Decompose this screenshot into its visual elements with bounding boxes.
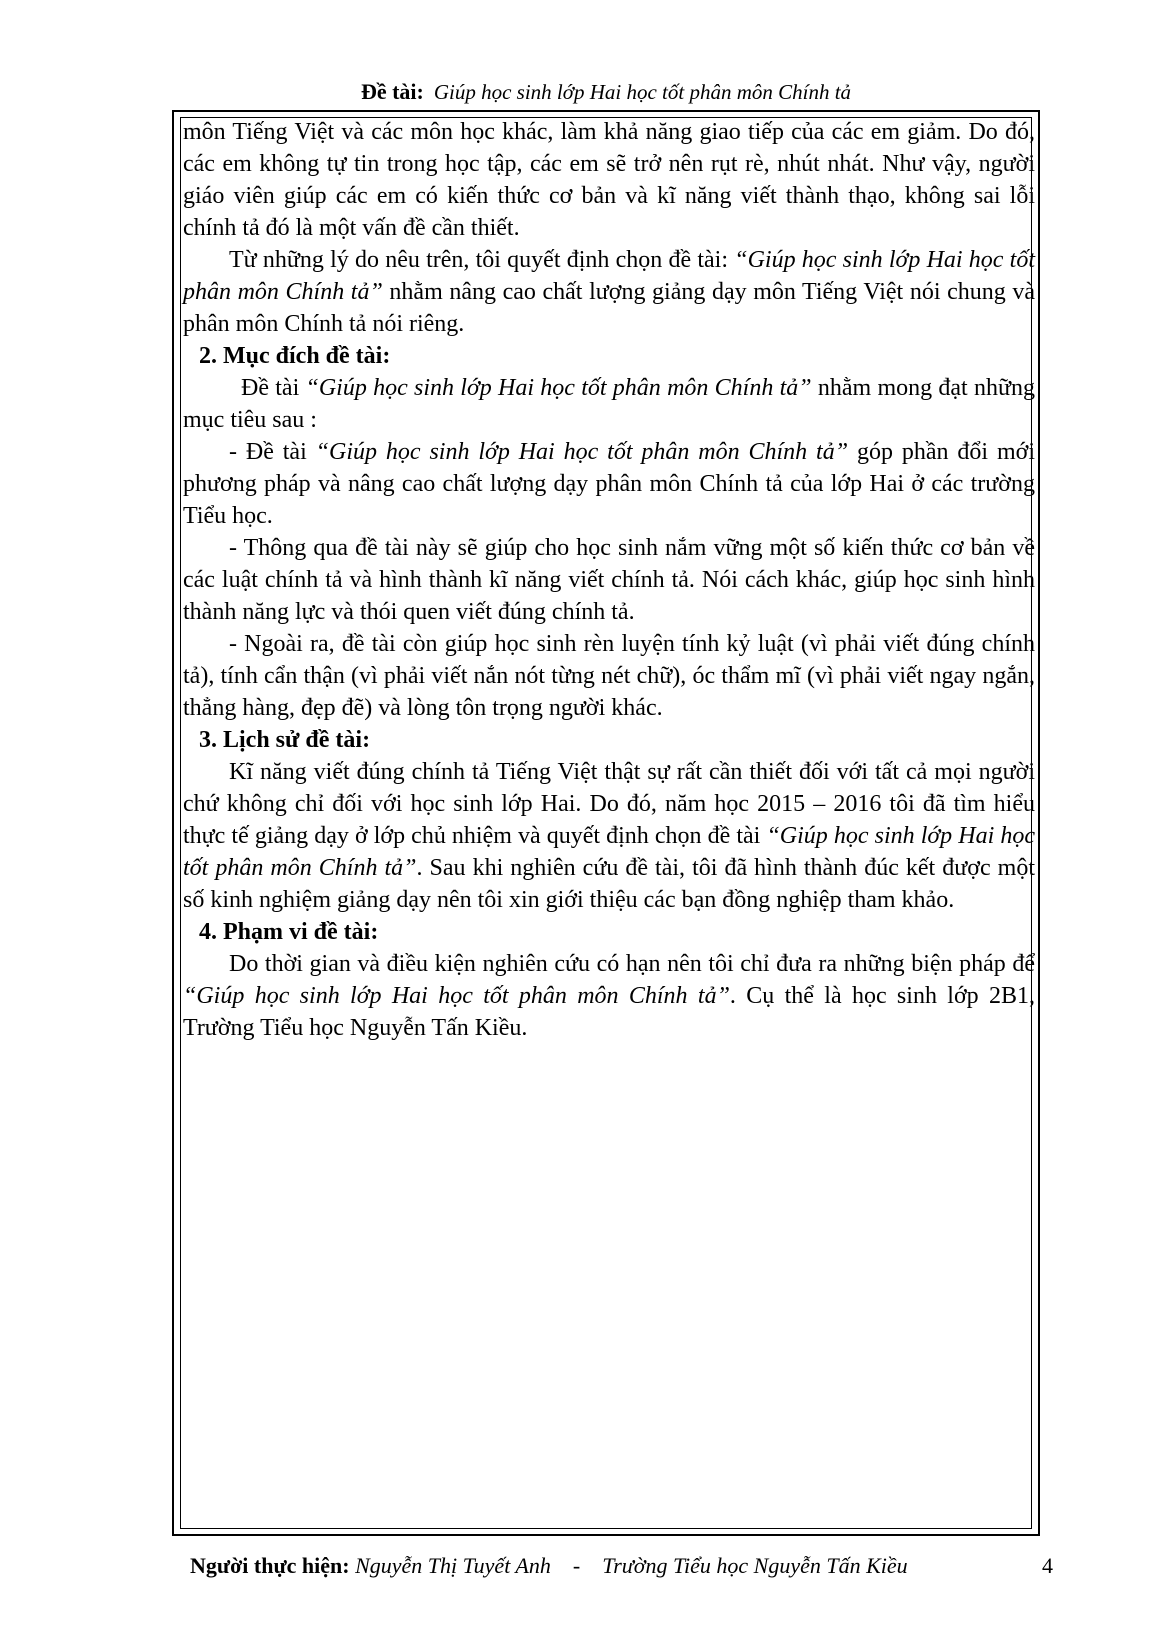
footer-label: Người thực hiện: [190, 1553, 350, 1578]
paragraph-reason-tail: nhằm nâng cao chất lượng giảng dạy môn Tiếng Việt nói chung và phân môn Chính tả nói riêng. [183, 279, 1035, 337]
header-title: Giúp học sinh lớp Hai học tốt phân môn Chính tả [433, 80, 852, 104]
paragraph-history-text: Kĩ năng viết đúng chính tả Tiếng Việt thật sự rất cần thiết đối với tất cả mọi người chứ không chỉ đối với học sinh lớp Hai. Do đó, năm học 2015 – 2016 tôi đã tìm hiểu thực tế giảng dạy ở lớp chủ nhiệm và quyết định chọn đề tài [183, 759, 1035, 849]
paragraph-reason [183, 244, 1035, 340]
section-heading-history: 3. Lịch sử đề tài: [199, 727, 371, 753]
goal-1-tail: góp phần đổi mới phương pháp và nâng cao chất lượng dạy phân môn Chính tả của lớp Hai ở các trường Tiểu học. [183, 439, 1035, 529]
page-footer [190, 1548, 1060, 1584]
section-heading-scope: 4. Phạm vi đề tài: [199, 919, 379, 945]
page-number: 4 [1042, 1553, 1053, 1578]
page-header [172, 72, 1040, 112]
topic-title-quote: “Giúp học sinh lớp Hai học tốt phân môn Chính tả” [315, 439, 849, 465]
paragraph-scope-text: Do thời gian và điều kiện nghiên cứu có hạn nên tôi chỉ đưa ra những biện pháp để [229, 951, 1035, 977]
topic-title-quote: “Giúp học sinh lớp Hai học tốt phân môn Chính tả” [183, 823, 1035, 881]
list-item-goal-1 [183, 436, 1035, 532]
list-item-goal-3: - Ngoài ra, đề tài còn giúp học sinh rèn luyện tính kỷ luật (vì phải viết đúng chính tả), tính cẩn thận (vì phải viết nắn nót từng nét chữ), óc thẩm mĩ (vì phải viết ngay ngắn, thẳng hàng, đẹp đẽ) và lòng tôn trọng người khác. [183, 631, 1035, 721]
paragraph-scope [183, 948, 1035, 1044]
paragraph-history-tail: . Sau khi nghiên cứu đề tài, tôi đã hình thành đúc kết được một số kinh nghiệm giảng dạy nên tôi xin giới thiệu các bạn đồng nghiệp tham khảo. [183, 855, 1035, 913]
topic-title-quote: “Giúp học sinh lớp Hai học tốt phân môn Chính tả” [183, 983, 730, 1009]
section-heading-purpose: 2. Mục đích đề tài: [199, 343, 391, 369]
paragraph-scope-tail: . Cụ thể là học sinh lớp 2B1, Trường Tiểu học Nguyễn Tấn Kiều. [183, 983, 1035, 1041]
footer-school: Trường Tiểu học Nguyễn Tấn Kiều [602, 1553, 908, 1578]
goal-1-text: - Đề tài [229, 439, 316, 465]
paragraph-purpose-tail: nhằm mong đạt những mục tiêu sau : [183, 375, 1035, 433]
list-item-goal-2: - Thông qua đề tài này sẽ giúp cho học sinh nắm vững một số kiến thức cơ bản về các luật chính tả và hình thành kĩ năng viết chính tả. Nói cách khác, giúp học sinh hình thành năng lực và thói quen viết đúng chính tả. [183, 535, 1035, 625]
footer-author: Nguyễn Thị Tuyết Anh [355, 1553, 551, 1578]
document-body [183, 116, 1035, 1044]
paragraph-purpose [183, 372, 1035, 436]
paragraph-intro: môn Tiếng Việt và các môn học khác, làm khả năng giao tiếp của các em giảm. Do đó, các em không tự tin trong học tập, các em sẽ trở nên rụt rè, nhút nhát. Như vậy, người giáo viên giúp các em có kiến thức cơ bản và kĩ năng viết thành thạo, không sai lỗi chính tả đó là một vấn đề cần thiết. [183, 119, 1035, 241]
footer-separator: - [572, 1553, 581, 1578]
paragraph-purpose-text: Đề tài [241, 375, 306, 401]
topic-title-quote: “Giúp học sinh lớp Hai học tốt phân môn Chính tả” [183, 247, 1035, 305]
header-label: Đề tài: [360, 79, 424, 104]
paragraph-reason-text: Từ những lý do nêu trên, tôi quyết định chọn đề tài: [229, 247, 735, 273]
topic-title-quote: “Giúp học sinh lớp Hai học tốt phân môn Chính tả” [305, 375, 812, 401]
paragraph-history [183, 756, 1035, 916]
